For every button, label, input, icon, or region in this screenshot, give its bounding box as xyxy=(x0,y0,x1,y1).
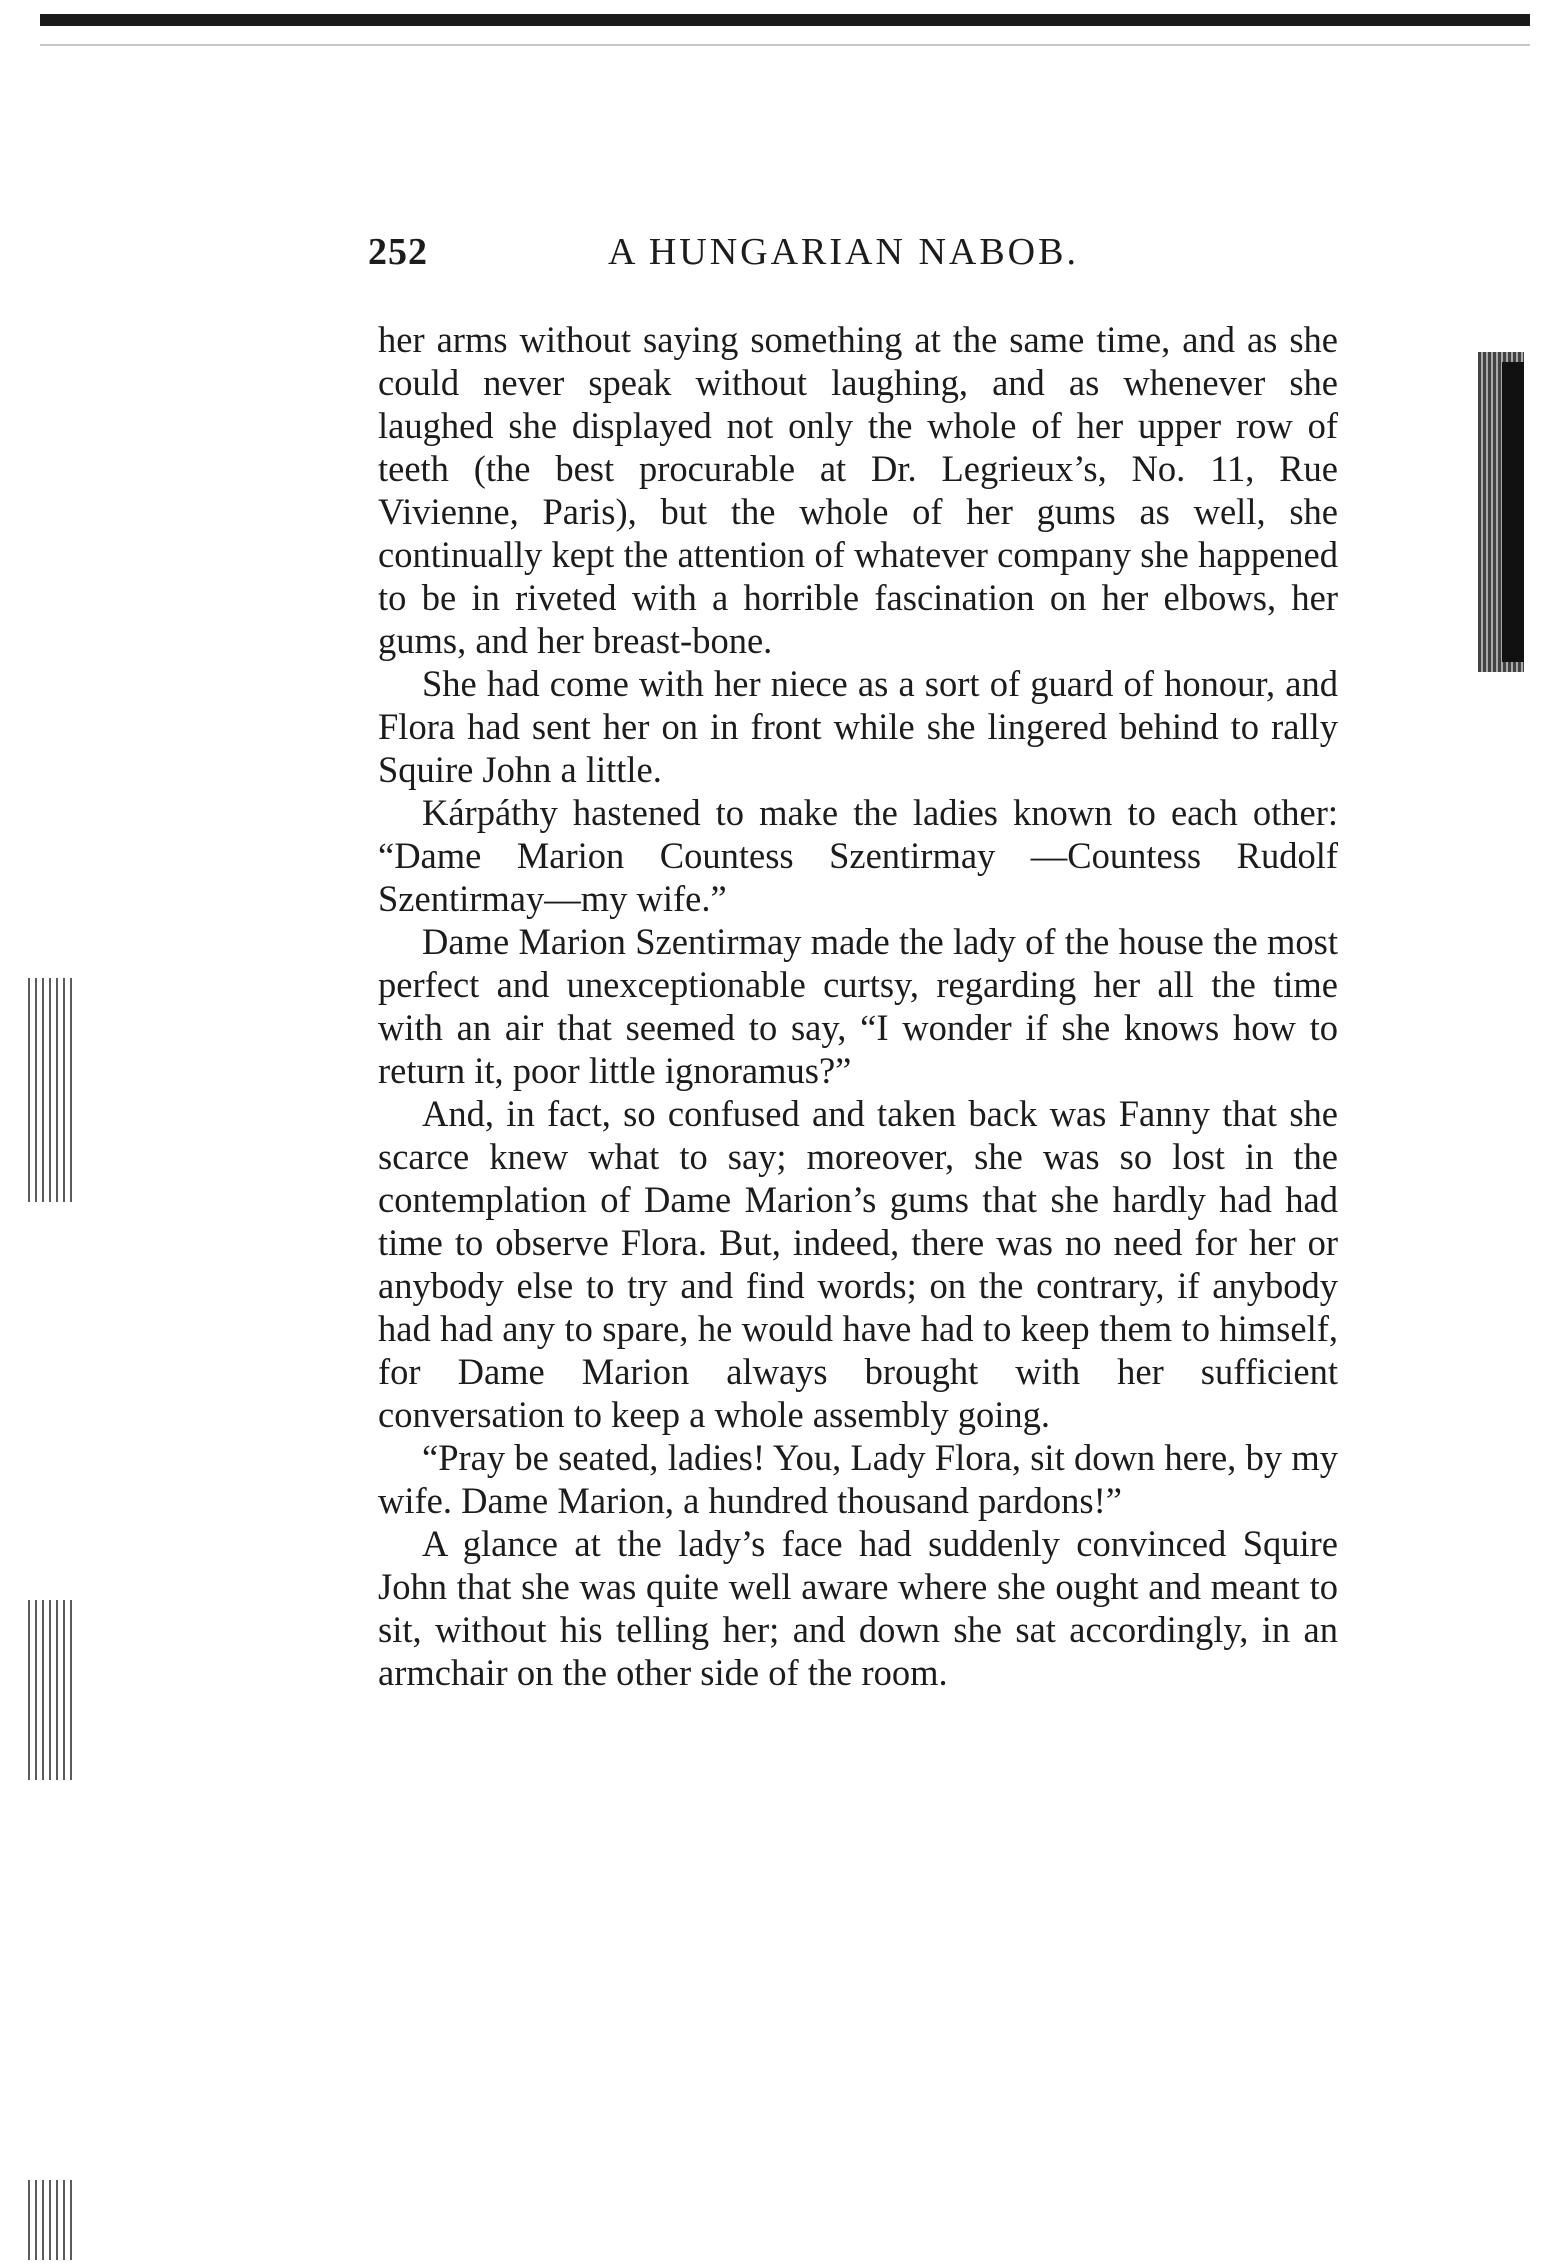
page-number: 252 xyxy=(368,231,428,273)
running-title: A HUNGARIAN NABOB. xyxy=(608,231,1079,273)
paragraph: Kárpáthy hastened to make the ladies known to each other: “Dame Marion Countess Szentirmay —Countess Rudolf Szentirmay—my wife.” xyxy=(378,792,1338,919)
scan-edge-core-right xyxy=(1502,362,1524,662)
paragraph: her arms without saying something at the same time, and as she could never speak without laughing, and as whenever she laughed she displayed not only the whole of her upper row of teeth (the best procurable at Dr. Legrieux’s, No. 11, Rue Vivienne, Paris), but the whole of her gums as well, she continually kept the attention of whatever company she happened to be in riveted with a horrible fascination on her elbows, her gums, and her breast-bone. xyxy=(378,319,1338,661)
paragraph: She had come with her niece as a sort of guard of honour, and Flora had sent her on in front while she lingered behind to rally Squire John a little. xyxy=(378,663,1338,790)
paragraph: A glance at the lady’s face had suddenly convinced Squire John that she was quite well aware where she ought and meant to sit, without his telling her; and down she sat accordingly, in an armchair on the other side of the room. xyxy=(378,1523,1338,1693)
paragraph: And, in fact, so confused and taken back was Fanny that she scarce knew what to say; moreover, she was so lost in the contemplation of Dame Marion’s gums that she hardly had had time to observe Flora. But, indeed, there was no need for her or anybody else to try and find words; on the contrary, if anybody had had any to spare, he would have had to keep them to himself, for Dame Marion always brought with her sufficient conversation to keep a whole assembly going. xyxy=(378,1093,1338,1435)
page-header xyxy=(368,230,1328,290)
scan-border-top xyxy=(40,14,1530,26)
scan-edge-mark-left xyxy=(28,978,72,1202)
body-text xyxy=(378,318,1338,1694)
scan-edge-mark-left xyxy=(28,2180,72,2260)
scan-line-top xyxy=(40,44,1530,46)
paragraph: Dame Marion Szentirmay made the lady of the house the most perfect and unexceptionable curtsy, regarding her all the time with an air that seemed to say, “I wonder if she knows how to return it, poor little ignoramus?” xyxy=(378,921,1338,1091)
paragraph: “Pray be seated, ladies! You, Lady Flora, sit down here, by my wife. Dame Marion, a hundred thousand pardons!” xyxy=(378,1437,1338,1521)
scan-edge-mark-left xyxy=(28,1600,72,1780)
